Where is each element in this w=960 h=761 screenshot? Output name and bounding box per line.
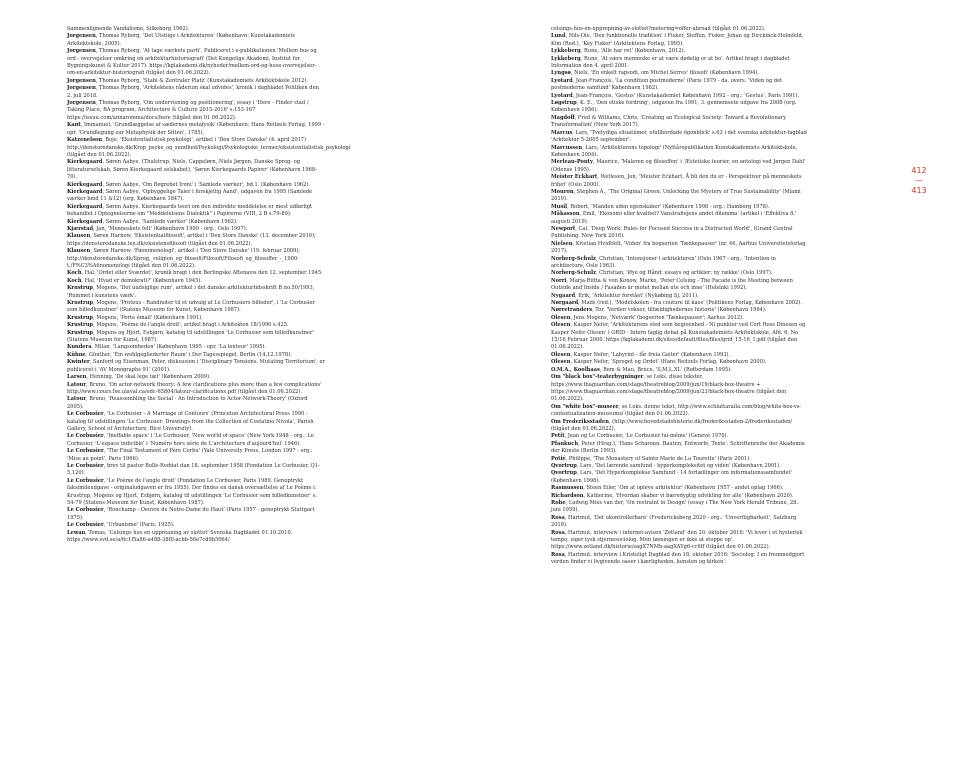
- bibliography-entry: [67, 463, 325, 478]
- entry-author: Le Corbusier: [67, 507, 104, 514]
- entry-author: Rasmussen: [551, 485, 584, 492]
- bibliography-entry: [67, 137, 351, 159]
- entry-text: , Tomas, 'Celsings hus en uppreaning av slottet' Svenska Dagbladet 01.10.2010. https://www.svd.se/a/6c1f5a86-a488-38f0-acbb-56e7cd9b5064/: [67, 529, 293, 544]
- entry-author: Larsen: [67, 374, 87, 381]
- entry-text: , Søren Aabye. Kierkegaards teori om den indirekte meddelelse er mest udførligt behandlet i Optegnelserne om "Meddelelsens Dialektik" i Papirerne (VIII, 2 B s.79-89).: [67, 203, 313, 218]
- entry-text: , se f.eks. denne tekst, http://www.schlattaralla.com/blog/white-box-vs-contextualization-museums/ (tilgået den 01.06.2022).: [551, 403, 802, 418]
- bibliography-entry: [67, 33, 325, 48]
- entry-author: Kierkegaard: [67, 203, 103, 210]
- entry-text: , Jean-François, 'Gestus' (Kunstakademiet København 1992 - org.: 'Gestus', Paris 1991).: [572, 92, 800, 99]
- bibliography-entry: [67, 396, 325, 411]
- entry-author: O.M.A., Koolhaas: [551, 366, 600, 373]
- entry-author: Olesen: [551, 314, 571, 321]
- bibliography-entry: [551, 441, 809, 456]
- entry-text: , Mogens, 'Poème de l'angle droit', artikel bragt i Arkitekten 18/1990 s.425.: [92, 322, 289, 329]
- bibliography-entry: [67, 270, 325, 277]
- entry-author: Krustrup: [67, 329, 93, 336]
- entry-author: Lewan: [67, 529, 86, 536]
- entry-author: Le Corbusier: [67, 448, 104, 455]
- bibliography-entry: [67, 382, 325, 397]
- bibliography-entry: [67, 507, 325, 522]
- entry-author: Krustrup: [67, 322, 93, 329]
- entry-author: Rohe: [551, 500, 566, 506]
- entry-text: , Hal, 'Ordet eller Sværdet', kronik bragt i den Berlingske Aftenavis den 12. september 1945.: [81, 270, 323, 277]
- entry-text: , 'Le Poème de l'angle droit' (Fondation Le Corbusier, Paris 1989. Genoptrykt faksimileudgave - originaludgaven er fra 1955). Der findes en dansk oversættelse af Le Poème i: Krustrup, Mogens og Hjort, Esbjørn, katalog til udstillingen 'Le Corbusier som billedkunstner' s. 54-79 (Statens Museum for Kunst, København 1987).: [67, 477, 317, 506]
- entry-author: Kierkegaard: [67, 188, 103, 195]
- entry-text: , Lars, 'Det lærende samfund - hyperkompleksitet og viden' (København 2001).: [576, 462, 781, 469]
- entry-author: Lund: [551, 33, 566, 40]
- entry-text: , Günther, 'Ein wohlgegliederter Raum' i Der Tagesspiegel, Berlin (14.12.1978).: [85, 351, 292, 358]
- entry-author: Qvortrup: [551, 462, 577, 469]
- entry-text: , Jean-François, 'La condition postmoderne' (Paris 1979 - da. overs. 'Viden og det postmoderne samfund' København 1982).: [551, 77, 783, 92]
- entry-author: Jorgensen: [67, 48, 96, 55]
- entry-author: Petit: [551, 433, 565, 440]
- bibliography-entry: [551, 515, 809, 530]
- bibliography-column-left: [67, 26, 351, 544]
- entry-author: Koch: [67, 270, 82, 277]
- bibliography-entry: [551, 374, 809, 404]
- entry-author: Le Corbusier: [67, 433, 104, 440]
- entry-author: Rosa: [551, 514, 565, 521]
- entry-author: Krustrup: [67, 300, 93, 307]
- entry-author: Pfankuch: [551, 440, 579, 447]
- entry-author: Olesen: [551, 322, 571, 329]
- bibliography-entry: [551, 456, 809, 463]
- entry-text: , Thomas Ryborg, 'Arkitektens råderum skal udvides', kronik i dagbladet Politiken den 2. juli 2018.: [67, 85, 319, 99]
- bibliography-entry: [551, 433, 809, 440]
- entry-text: , Rem & Mau, Bruce, 'S,M,L,XL' (Rotterdam 1995).: [599, 366, 732, 373]
- entry-author: Klausen: [67, 248, 91, 255]
- entry-author: Le Corbusier: [67, 477, 104, 484]
- entry-author: Magdoff: [551, 114, 575, 121]
- entry-author: Nielsen: [551, 240, 573, 247]
- entry-author: Jorgensen: [67, 100, 96, 107]
- entry-text: , Milan, 'Langsomheden' (København 1995 - opr. 'La lenteur' 1995).: [91, 344, 267, 351]
- bibliography-entry: [551, 159, 809, 174]
- bibliography-entry: [551, 500, 809, 515]
- bibliography-entry: [67, 344, 325, 351]
- entry-text: , Mogens og Hjort, Esbjørn, katalog til udstillingen 'Le Corbusier som billedkunstner' (Statens Museum for Kunst, 1987).: [67, 329, 314, 344]
- entry-text: , Steen Eiler, 'Om at opleve arkitektur' (København 1957 - andet oplag 1966).: [583, 485, 784, 492]
- entry-text: , Hal, 'Hvad er demokrati?' (København 1945).: [81, 277, 202, 284]
- entry-author: Lykkeberg: [551, 48, 581, 55]
- entry-author: Musil: [551, 203, 568, 210]
- entry-text: , K. E., 'Den etiske fordring', udgaven fra 1991, 3. gennemsete udgave fra 2008 (org. København 1956).: [551, 100, 797, 114]
- bibliography-entry: [551, 226, 809, 241]
- entry-author: Jorgensen: [67, 85, 96, 92]
- entry-author: Olesen: [551, 359, 571, 366]
- entry-author: Lyngsø: [551, 70, 571, 77]
- bibliography-entry: [551, 485, 809, 492]
- entry-text: , Boje, 'Eksistentialistisk psykologi', artikel i 'Den Store Danske' (4. april 2017) http://denstoredanske.dk/Krop_psyke_og_sundhed/Psykologi/Psykologiske_termer/eksistentialistisk_psykologi (tilgået den 01.06.2022).: [67, 137, 351, 158]
- bibliography-entry: [551, 463, 809, 470]
- entry-text: , Philippe, 'The Monastery of Sainte Marie de La Tourette' (Paris 2001).: [565, 455, 751, 462]
- bibliography-entry: [67, 233, 325, 248]
- bibliography-entry: [551, 493, 809, 500]
- bibliography-entry: [551, 174, 809, 189]
- entry-author: Norberg-Schulz: [551, 255, 596, 262]
- entry-author: Latour: [67, 396, 87, 403]
- entry-author: Krustrup: [67, 285, 93, 292]
- bibliography-entry: [551, 359, 809, 366]
- entry-text: , Stephen A., 'The Original Green: Unlocking the Mystery of True Sustainability' (Miami 2010).: [551, 188, 801, 203]
- entry-text: , Jean og Le Corbusier, 'Le Corbusier lui-même' (Geneve 1970).: [564, 433, 729, 440]
- entry-author: Rosa: [551, 529, 565, 536]
- entry-text: , Fred & Williams, Chris, 'Creating an Ecological Society: Toward a Revolutionary Transformation' (New York 2017).: [551, 114, 787, 129]
- entry-text: , Thomas Ryborg, 'Om undervisning og positionering', essay i 'Here - Finder stad / Taking Place, BA program, Architecture & Culture 2015-2016' s.153-167 https://issuu.com/annaromma/docs/here (tilgået den 01.06.2022).: [67, 100, 309, 121]
- bibliography-entry: [67, 159, 325, 181]
- bibliography-entry: [551, 470, 809, 485]
- entry-author: Om Frederiksstaden: [551, 418, 609, 425]
- entry-author: Olesen: [551, 351, 571, 358]
- bibliography-entry: [67, 411, 325, 433]
- bibliography-entry: [551, 270, 809, 277]
- entry-text: , Cal, 'Deep Work: Rules for Focused Success in a Distracted World', (Grand Central Publishing, New York 2016).: [551, 225, 793, 240]
- entry-author: Mouron: [551, 188, 574, 195]
- entry-text: , Christian, 'Intensjoner i arkitekturen' (Oslo 1967 - org.: 'Intention in architecture, Oslo 1963).: [551, 255, 776, 269]
- bibliography-entry: [551, 367, 809, 374]
- entry-author: Katzenelson: [67, 137, 103, 144]
- entry-author: Marcussen: [551, 144, 583, 151]
- entry-author: Om "black box"-teaterbygninger: [551, 374, 644, 381]
- bibliography-entry: [67, 330, 325, 345]
- entry-author: Krustrup: [67, 314, 93, 321]
- bibliography-entry: [67, 322, 325, 329]
- entry-text: , Søren Aabye, 'Samlede værker' (København 1962).: [102, 218, 238, 225]
- entry-author: Richardson: [551, 492, 584, 499]
- entry-text: , Peter (Hrsg.), 'Hans Scharoun. Bauten, Entwurfe, Texte'. Schriftenreihe der Akademie der Künste (Berlin 1993).: [551, 440, 805, 455]
- entry-author: Lyotard: [551, 92, 573, 99]
- entry-text: , Søren Harnow, 'Eksistentialfilosofi', artikel i 'Den Store Danske' (13. december 2016); https://denstoredanske.lex.dk/eksistensfilosofi (tilgået den 01.06.2022).: [67, 233, 316, 247]
- bibliography-entry: [551, 33, 809, 48]
- entry-text: , Ludwig Mies van der, 'On restraint in Design' (essay i The New York Herald Tribune, 28. juni 1959).: [551, 500, 798, 514]
- page-number-separator: —: [915, 176, 923, 185]
- entry-author: Nørgaard: [551, 300, 579, 307]
- entry-author: Potié: [551, 455, 566, 462]
- entry-author: Kierkegaard: [67, 218, 103, 225]
- bibliography-entry: [551, 293, 809, 300]
- entry-author: Nørretranders: [551, 307, 593, 314]
- entry-author: Qvortrup: [551, 470, 577, 477]
- entry-author: Måkasson: [551, 211, 580, 218]
- bibliography-entry: [551, 26, 809, 33]
- entry-text: , Niels, 'En enkelt rapsodi, om Michel Serres' filosofi' (København 1994).: [570, 70, 759, 77]
- entry-text: , Rune, 'Alle har ret' (København, 2012).: [580, 48, 686, 55]
- entry-text: , Tor, 'Verden vokser, tilfældighedernes historie' (København 1994).: [592, 307, 767, 314]
- bibliography-entry: [67, 374, 325, 381]
- entry-author: Klausen: [67, 233, 91, 240]
- entry-text: , Mogens, 'Porte émail' (København 1991).: [92, 314, 203, 321]
- entry-text: , Emil, 'Ekonomi eller kvalitet? Vanstrafiejens andet dilemma' (artikel i 'Effektiva 8.' augusti 2019).: [551, 211, 797, 225]
- entry-author: Kjærstad: [67, 225, 94, 232]
- entry-text: , Marja-Riitta & von Konow, Marko, 'Peter Celsing - The Facade is the Meeting between Outside and Inside / Fasaden är motet mellan ute och inne' (Helsinki 1992).: [551, 277, 793, 292]
- entry-text: , Søren Aabye, 'Opbyggelige Taler i forskjellig Aand', udgaven fra 1995 (Samlede værker bind 11 &12) (org. København 1847).: [67, 188, 313, 203]
- entry-author: Norri: [551, 277, 567, 284]
- entry-text: , Mogens, 'Det uudsiglige rum', artikel i det danske arkitekturtidsskrift B no.50/1993, 'Rummet i kunstens værk'.: [67, 285, 315, 299]
- bibliography-entry: [67, 204, 325, 219]
- bibliography-entry: [67, 352, 325, 359]
- entry-text: , Søren Aabye, (Thulstrup, Niels, Cappelørn, Niels Jørgen, Danske Sprog- og litteraturselskab, Søren Kierkegaard selskabet), 'Søren Kierkegaards Papirer' (København 1968-70).: [67, 159, 317, 181]
- bibliography-entry: [67, 100, 325, 122]
- entry-author: Meister Eckhart: [551, 174, 598, 181]
- entry-text: , Kristian Hvidtfelt, 'Viden' fra bogserien 'Tænkepauser' (nr. 46, Aarhus Universitetsforlag 2017).: [551, 240, 806, 255]
- entry-text: , Henning, 'De skal lege tæt' (København 2009).: [86, 374, 211, 381]
- bibliography-entry: [551, 307, 809, 314]
- entry-author: Koch: [67, 277, 82, 284]
- entry-text: , Robert, 'Manden uden egenskaber' (København 1998 - org.: Hamborg 1978).: [567, 203, 770, 210]
- entry-text: , Thomas Ryborg, 'Det Utstiige i Arkitekturen' (København: Kunstakademiets Arkitektskole, 2005).: [67, 33, 296, 47]
- entry-author: Marcus: [551, 129, 573, 136]
- bibliography-entry: [551, 189, 809, 204]
- bibliography-entry: [551, 145, 809, 160]
- bibliography-entry: [67, 122, 325, 137]
- bibliography-entry: [551, 241, 809, 256]
- bibliography-entry: [551, 70, 809, 77]
- entry-author: Kühne: [67, 351, 86, 358]
- bibliography-entry: [551, 419, 809, 434]
- entry-author: Kierkegaard: [67, 181, 103, 188]
- entry-text: , Christian, 'Øye og Hånd: essays og artikler: ny række' (Oslo 1997).: [595, 270, 773, 277]
- entry-author: Newport: [551, 225, 576, 232]
- bibliography-entry: [551, 322, 809, 352]
- entry-author: Jorgensen: [67, 77, 96, 84]
- bibliography-entry: [551, 552, 809, 567]
- bibliography-entry: [551, 530, 809, 552]
- bibliography-column-right: [551, 26, 809, 567]
- entry-text: , Bruno, 'Reassembling the Social - An Introduction to Actor-Network-Theory' (Oxford 2005).: [67, 396, 308, 410]
- entry-text: , Lars, 'Arkitekturens topologi' (Nyttårspublikation Kunstakademiets Arkitektskole, København 2004).: [551, 144, 798, 158]
- page-numbers: [908, 166, 930, 196]
- entry-author: Nygaard: [551, 292, 576, 299]
- page-number-right: 413: [911, 186, 927, 195]
- entry-text: , Lars, 'Tvetydiga situationer, ofullbordade ögonblick' s.63 i det svenska arkitektur-fagblad 'Arkitektur 5-2005 september'.: [551, 129, 807, 144]
- bibliography-entry: [551, 404, 809, 419]
- entry-text: , Thomas Ryborg, 'At tage værkets parti'. Publiceret i e-publikationen 'Mellem hus og ord - overvejelser omkring en arkitekturhistoriografi' (Det Kongelige Akademi, Institut for Bygningskunst & Kultur 2017). https://kglakademi.dk/nyheder/mellem-ord-og-huse-overvejelser-om-en-arkitektur-historiografi (tilgået den 01.06.2022).: [67, 48, 317, 77]
- bibliography-entry: [551, 315, 809, 322]
- bibliography-entry: [551, 56, 809, 71]
- entry-author: Rosa: [551, 551, 565, 558]
- entry-author: Lykkeberg: [551, 55, 581, 62]
- entry-text: , Maurice, 'Maleren og filosoffen' i 'Æstetiske teorier, en antologi ved Jørgen Dahl' (Odense 1995).: [551, 159, 806, 173]
- bibliography-entry: [551, 93, 809, 100]
- entry-text: , (http://www.hovedstadshistorie.dk/frederiksstaden-2/frederiksstaden/ (tilgået den 01.06.2022).: [551, 418, 793, 432]
- bibliography-entry: [551, 256, 809, 271]
- bibliography-entry: [67, 182, 325, 189]
- entry-text: , Søren Aabye, 'Om Begrebet Ironi' i 'Samlede værker', bd.1. (København 1962).: [102, 181, 311, 188]
- entry-text: , Erik, 'Arkitektur forstået' (Nykøbing Sj. 2011).: [575, 292, 699, 299]
- entry-text: , 'Ineffable space' i 'Le Corbusier, 'New world of space' (New York 1948 - org.: Le Corbusier, 'L'espace indicible' i 'Numéro hors série de L'architecture d'aujourd'hui' 1946).: [67, 433, 314, 447]
- entry-text: , Mogens, 'Proteus - Randnoter til et udvalg af Le Corbusiers billeder', i 'Le Corbusier som billedkunstner' (Statens Museum for Kunst, København 1987).: [67, 300, 315, 314]
- entry-text: , 'The Final Testament of Père Corbu' (Yale University Press, London 1997 - org.: 'Mise au point', Paris 1966).: [67, 448, 313, 462]
- entry-text: celsings-hus-en-upprepning-av-slottet?metering=offer-abroad (tilgået 01.06.2022).: [551, 26, 766, 32]
- entry-author: Le Corbusier: [67, 522, 104, 529]
- entry-author: Lyotard: [551, 77, 573, 84]
- entry-text: , 'Urbanisme' (Paris, 1925).: [103, 522, 175, 529]
- entry-text: , Kasper Nefer, 'Sproget og Ordet' (Hans Reitzels Forlag, København 2000).: [570, 359, 767, 366]
- bibliography-entry: [67, 530, 325, 545]
- entry-text: , Hartmut, interview i internet-avisen 'Zetland' den 20. oktober 2016: 'Vi lever i et hysterisk tempo, siger tysk stjernesociolog. Men løsningen er ikke at stoppe op'. https://www.zetland.dk/historie/sagX7NMb-aagXAYg6-cc6ff (tilgået den 01.06.2022).: [551, 529, 803, 551]
- entry-author: Le Corbusier: [67, 411, 104, 418]
- entry-text: , Katherine, 'Hvordan skaber vi bæredygtig udvikling for alle' (København 2020).: [583, 492, 794, 499]
- entry-author: Kundera: [67, 344, 92, 351]
- entry-text: , Immanuel, 'Grundlæggelse af sædernes metafysik' (København: Hans Reitzels Forlag, 1999 - opr. 'Grundlegung zur Metaphysik der Sitten', 1785).: [67, 122, 325, 136]
- entry-text: , Jan, 'Menneskets felt' (København 1999 - org.: Oslo 1997).: [93, 225, 248, 232]
- entry-author: Le Corbusier: [67, 462, 104, 469]
- bibliography-entry: [551, 211, 809, 226]
- entry-text: , Wetlesen, Jon, 'Meister Eckhart, Å bli den du er - Perspektiver på menneskets frihet' (Oslo 2000).: [551, 174, 802, 188]
- entry-author: Merleau-Ponty: [551, 159, 593, 166]
- bibliography-entry: [67, 448, 325, 463]
- bibliography-entry: [67, 285, 325, 300]
- entry-author: Kierkegaard: [67, 159, 103, 166]
- entry-text: , Thomas Ryborg, 'Stabi & Zentraler Platz' (Kunstakademiets Arkitektskole 2012).: [95, 77, 309, 84]
- entry-text: , Nils-Ole, 'Den funktionelle tradition' i Fisker, Steffen, Fisker, Johan og Dirckinck-Holmfeld, Kim (Red.), 'Key Fisker' (Arkitektens Forlag, 1995).: [551, 33, 804, 47]
- entry-text: , Bruno, 'On actor-network theory: A few clarifications plus more than a few complications' http://www.cours.fse.ulaval.ca/edc-65804/latour-clarifications.pdf (tilgået den 01.06.2022).: [67, 381, 322, 395]
- entry-author: Latour: [67, 381, 87, 388]
- entry-author: Kant: [67, 122, 81, 129]
- entry-text: , Hartmut, 'Det ukontrollerbare' (Fredericksberg 2020 - org.: 'Unverfügbarkeit', Salzburg 2018).: [551, 514, 797, 529]
- entry-text: , 'Ronchamp - Oeuvre de Notre-Dame du Haut' (Paris 1957 - genoptrykt Stuttgart 1975).: [67, 507, 315, 521]
- bibliography-entry: [551, 130, 809, 145]
- entry-text: , Mads (red.), 'Modelskolen - fra couture til kaos' (Politikens Forlag, København 2002).: [578, 300, 802, 307]
- bibliography-entry: [67, 85, 325, 100]
- bibliography-entry: [67, 522, 325, 529]
- entry-text: , Rune, 'At være menneske er at være dødelig er at bo'. Artikel bragt i dagbladet Information den 4. april 2001.: [551, 55, 790, 70]
- entry-text: , brev til pastor Bolle-Reddat dan 18. september 1958 (Fondation Le Corbusier, Q1-5,120).: [67, 462, 320, 477]
- entry-author: Jorgensen: [67, 33, 96, 40]
- entry-text: , Hartmut, interview i Kristeligt Dagblad den 18. oktober 2016: 'Sociolog: I en fremmedgjort verden finder vi livgivende oaser i kærligheden, kunsten og kirken'.: [551, 551, 805, 566]
- bibliography-entry: [67, 359, 325, 374]
- entry-text: , Lars, 'Det Hyperkomplekse Samfund - 14 fortællinger om informationssamfundet' (København 1998).: [551, 470, 792, 484]
- bibliography-entry: [67, 300, 325, 315]
- bibliography-entry: [551, 278, 809, 293]
- bibliography-entry: [67, 189, 325, 204]
- bibliography-entry: [67, 278, 325, 285]
- entry-author: Om "white box"-museer: [551, 403, 619, 410]
- entry-author: Kwinter: [67, 359, 90, 366]
- bibliography-entry: [67, 219, 325, 226]
- entry-text: , Jens Mogens, 'Netværk' (bogserien 'Tænkepauser'; Aarhus 2012).: [570, 314, 744, 321]
- bibliography-entry: [551, 100, 809, 115]
- entry-text: , Sanford og Eisenman, Peter, diskussion i 'Disciplinary Tensions. Mutating Territorium', er publiceret i 'AV Monographs 91' (2001).: [67, 359, 325, 373]
- entry-text: , 'Le Corbusier - A Marriage of Contours' (Princeton Architectural Press 1990 - katalog til udstillingen 'Le Corbusier: Drawings from the Collection of Costatino Nivola', Parish Gallery, School of Architecture, Rice University).: [67, 411, 314, 432]
- entry-author: Løgstrup: [551, 100, 577, 107]
- bibliography-entry: [67, 478, 325, 508]
- entry-text: , Søren Harnow, 'Fænomenologi', artikel i 'Den Store Danske' (19. februar 2009); http://denstoredanske.dk/Sprog,_religion_og_filosofi/Filosofi/Filosofi_og_filosoffer_-_1900-t./F%C3%A6nomenologi (tilgået den 01.06.2022).: [67, 248, 301, 269]
- entry-text: Sammenlignende Vandalisme, Silkeborg 1962).: [67, 26, 190, 32]
- bibliography-entry: [67, 433, 325, 448]
- bibliography-entry: [67, 248, 325, 270]
- page-number-left: 412: [911, 166, 927, 175]
- bibliography-entry: [551, 78, 809, 93]
- entry-text: , Kasper Nefer, 'Arkitekturens sted som begivenhed - Ni punkter ved Cort Ross Dinesen og Kasper Nefer Olesen' i GRID - Intern faglig debat på Kunstakademiets Arkitektskole, Afd. 6, No 15/16 Februar 2000. https://kglakademi.dk/sites/default/files/files/grid_15-16_1.pdf (tilgået den 01.06.2022).: [551, 322, 806, 351]
- bibliography-entry: [551, 115, 809, 130]
- bibliography-entry: [551, 48, 809, 55]
- entry-text: , se f.eks. disse tekster, https://www.thaguardian.com/stage/theatreblog/2009/jun/19/black-box-theatre + https://www.thaguardian.com/stage/theatreblog/2009/jun/23/black-box-theatre (tilgået den 01.06.2022).: [551, 374, 787, 403]
- entry-author: Norberg-Schulz: [551, 270, 596, 277]
- bibliography-entry: [67, 48, 325, 78]
- entry-text: , Kasper Nefer, 'Labyrint - får freia Gaiter' (København 1993).: [570, 351, 731, 358]
